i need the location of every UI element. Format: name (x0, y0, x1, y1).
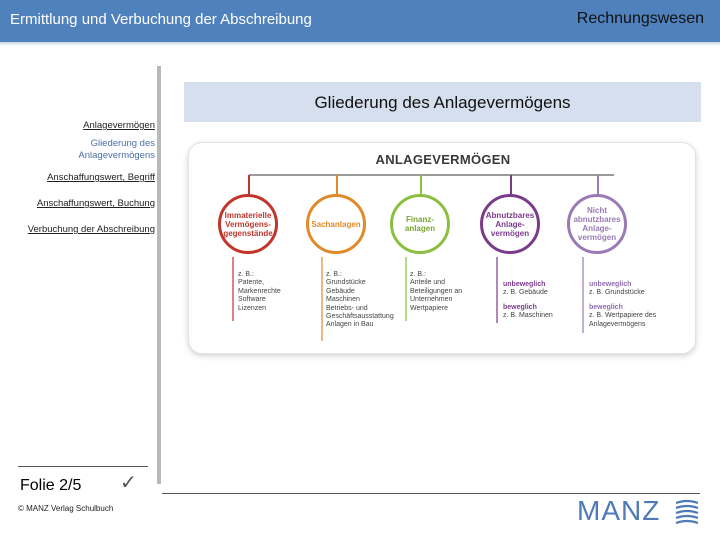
slide-counter: Folie 2/5 (20, 477, 82, 494)
example-text: Gebäude (326, 287, 355, 295)
header-shadow (0, 42, 720, 46)
examples-nicht-abnutzbar (589, 281, 656, 329)
example-text: Wertpapiere (410, 304, 449, 312)
example-text: z. B.: (326, 271, 342, 278)
content-title-bar (184, 82, 701, 122)
example-text: Anlagevermögens (589, 320, 646, 328)
example-text: z. B. Gebäude (503, 289, 548, 297)
examples-sachanlagen (326, 271, 394, 330)
example-text: Software (238, 296, 266, 304)
folie-divider (18, 466, 148, 467)
examples-immaterielle (238, 271, 281, 313)
content-title: Gliederung des Anlagevermögens (314, 93, 571, 112)
manz-logo (577, 495, 660, 527)
header-bar (0, 0, 720, 42)
subcategory-heading: unbeweglich (589, 281, 632, 288)
example-text: Unternehmen (410, 296, 453, 304)
examples-abnutzbar (503, 281, 553, 321)
header-subject: Rechnungswesen (576, 10, 704, 27)
example-text: Anlagen in Bau (326, 321, 374, 329)
example-text: z. B. Wertpapiere des (589, 312, 657, 320)
nav-item-verbuchung-abschreibung[interactable]: Verbuchung der Abschreibung (27, 224, 155, 235)
example-text: z. B. Grundstücke (589, 289, 645, 297)
bottom-divider (162, 493, 700, 494)
header-title: Ermittlung und Verbuchung der Abschreibung (10, 11, 312, 28)
example-text: z. B.: (410, 271, 426, 278)
example-text: Lizenzen (238, 304, 267, 312)
subcategory-heading: beweglich (503, 303, 537, 311)
logo-text: MANZ (577, 495, 661, 526)
category-finanzanlagen: Finanz-anlagen (390, 194, 450, 254)
example-text: Betriebs- und (326, 304, 368, 312)
example-text: Anteile und (410, 279, 446, 287)
example-text: z. B.: (238, 271, 254, 278)
example-text: Patente, (238, 279, 265, 287)
subcategory-heading: unbeweglich (503, 281, 546, 288)
example-text: Beteiligungen an (410, 287, 463, 295)
diagram-title: ANLAGEVERMÖGEN (375, 152, 511, 167)
checkmark-icon: ✓ (120, 472, 137, 494)
subcategory-heading: beweglich (589, 303, 623, 311)
nav-item-gliederung-label: Gliederung des Anlagevermögens (78, 138, 155, 161)
slide-navigation (0, 120, 155, 236)
category-nicht-abnutzbar: Nicht abnutzbares Anlage-vermögen (567, 194, 627, 254)
category-sachanlagen: Sachanlagen (306, 194, 366, 254)
category-abnutzbar: Abnutzbares Anlage-vermögen (480, 194, 540, 254)
nav-item-gliederung[interactable] (0, 138, 155, 162)
example-text: Geschäftsausstattung (326, 313, 394, 321)
copyright: © MANZ Verlag Schulbuch (18, 504, 114, 513)
logo-mark-icon (674, 499, 700, 525)
vertical-divider (157, 66, 161, 484)
nav-item-anschaffungswert-begriff[interactable]: Anschaffungswert, Begriff (47, 172, 155, 183)
nav-item-anschaffungswert-buchung[interactable]: Anschaffungswert, Buchung (36, 198, 155, 209)
example-text: Maschinen (326, 296, 360, 304)
example-text: z. B. Maschinen (503, 312, 553, 320)
nav-item-anlagevermoegen[interactable]: Anlagevermögen (83, 120, 155, 131)
example-text: Grundstücke (326, 279, 366, 287)
examples-finanzanlagen (410, 271, 462, 313)
diagram-card (188, 142, 696, 354)
example-text: Markenrechte (238, 287, 281, 295)
category-immaterielle: Immaterielle Vermögens-gegenstände (218, 194, 278, 254)
